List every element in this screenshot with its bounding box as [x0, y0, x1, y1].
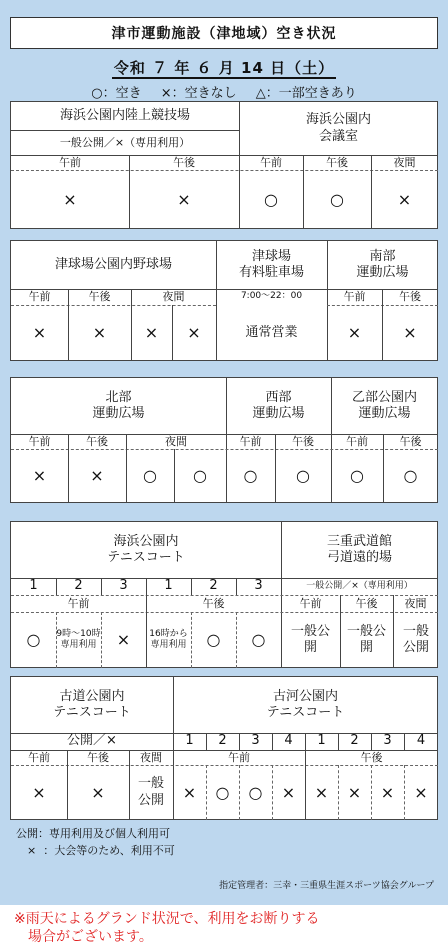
- col-header-pm: 午後: [399, 290, 421, 304]
- court-number: 4: [284, 733, 293, 749]
- status-cell: ○: [350, 466, 364, 485]
- status-cell: ×: [314, 782, 329, 802]
- col-header-pm: 午後: [355, 596, 378, 610]
- status-cell: ×: [92, 323, 107, 342]
- col-header-am: 午前: [28, 290, 51, 304]
- col-header-am: 午前: [260, 155, 282, 169]
- court-number: 3: [254, 578, 263, 594]
- col-header-pm: 午後: [399, 434, 422, 448]
- manager-credit: 指定管理者：三幸・三重県生涯スポーツ協会グループ: [219, 881, 434, 891]
- status-cell: ×: [403, 323, 417, 342]
- facility-name: 津球場 有料駐車場: [238, 248, 304, 280]
- col-header-pm: 午後: [292, 434, 314, 448]
- status-cell: ×: [32, 782, 46, 802]
- col-header-am: 午前: [343, 290, 366, 304]
- court-number: 3: [383, 733, 392, 749]
- facility-note: 一般公開／×（専用利用）: [306, 580, 413, 591]
- court-number: 1: [185, 733, 194, 749]
- col-header-am: 午前: [28, 434, 51, 448]
- page-title: 津市運動施設（津地域）空き状況: [10, 17, 438, 49]
- status-cell: ○: [296, 466, 310, 485]
- rain-warning: ※雨天によるグランド状況で、利用をお断りする 場合がございます。: [14, 911, 320, 945]
- status-cell: ×: [63, 189, 77, 209]
- facility-name: 海浜公園内 会議室: [305, 112, 371, 144]
- facility-note: 公開／×: [67, 733, 117, 749]
- facility-name: 乙部公園内 運動広場: [351, 389, 417, 421]
- court-number: 2: [209, 578, 218, 594]
- status-cell: ○: [248, 782, 263, 802]
- facility-name: 古道公園内 テニスコート: [53, 688, 131, 720]
- col-header-am: 午前: [228, 750, 250, 764]
- col-header-night: 夜間: [404, 596, 427, 610]
- facility-name: 海浜公園内 テニスコート: [107, 533, 185, 565]
- col-header-am: 午前: [59, 155, 81, 169]
- symbol-legend: ○：空き ×：空きなし △：一部空きあり: [91, 86, 357, 101]
- legend-notes: 公開：専用利用及び個人利用可 × ：大会等のため、利用不可: [16, 827, 175, 857]
- court-number: 3: [251, 733, 260, 749]
- col-header-night: 夜間: [162, 290, 185, 304]
- court-number: 1: [29, 578, 38, 594]
- col-header-pm: 午後: [360, 750, 383, 764]
- court-number: 1: [317, 733, 326, 749]
- court-number: 1: [164, 578, 173, 594]
- court-number: 2: [74, 578, 83, 594]
- col-header-am: 午前: [346, 434, 368, 448]
- status-cell: ×: [347, 323, 362, 342]
- status-cell: ×: [91, 782, 105, 802]
- parking-status: 通常営業: [245, 324, 298, 340]
- status-cell: ○: [193, 466, 207, 485]
- status-cell: ×: [187, 323, 201, 342]
- block-baseball-parking: [10, 240, 438, 361]
- status-cell: 一般公開: [402, 623, 429, 655]
- col-header-night: 夜間: [140, 750, 162, 764]
- court-number: 2: [218, 733, 227, 749]
- status-cell: ○: [330, 189, 344, 209]
- facility-name: 三重武道館 弓道遠的場: [326, 533, 392, 565]
- col-header-pm: 午後: [173, 155, 195, 169]
- status-cell: ○: [215, 782, 230, 802]
- status-cell: 一般公開: [137, 776, 164, 808]
- col-header-pm: 午後: [86, 434, 108, 448]
- facility-name: 古河公園内 テニスコート: [266, 688, 345, 720]
- col-header-pm: 午後: [202, 596, 225, 610]
- status-cell: 一般公開: [346, 623, 386, 655]
- status-cell: ○: [251, 630, 266, 649]
- facility-name: 西部 運動広場: [252, 389, 305, 421]
- report-date: 令和 ７ 年 ６ 月 14 日（土）: [113, 59, 335, 77]
- col-header-pm: 午後: [326, 155, 348, 169]
- block-tennis-courts: [10, 676, 438, 820]
- col-header-am: 午前: [239, 434, 262, 448]
- block-tennis-archery: [10, 521, 438, 668]
- status-cell: ×: [32, 323, 47, 342]
- court-number: 4: [416, 733, 426, 749]
- status-cell: ×: [347, 782, 362, 802]
- status-cell: ×: [116, 630, 131, 649]
- facility-name: 津球場公園内野球場: [54, 256, 172, 272]
- status-cell: ○: [264, 189, 278, 209]
- facility-name: 海浜公園内陸上競技場: [59, 107, 190, 123]
- status-cell: ×: [32, 466, 47, 485]
- status-cell: ×: [397, 189, 412, 209]
- col-header-pm: 午後: [87, 750, 109, 764]
- col-header-night: 夜間: [165, 434, 187, 448]
- facility-name: 北部 運動広場: [92, 389, 145, 421]
- col-header-am: 午前: [67, 596, 90, 610]
- status-cell: ○: [143, 466, 157, 485]
- status-cell: ×: [144, 323, 159, 342]
- status-cell: ×: [281, 782, 296, 802]
- status-cell: ○: [26, 630, 41, 649]
- facility-name: 南部 運動広場: [356, 248, 409, 280]
- col-header-pm: 午後: [88, 290, 111, 304]
- status-cell: ○: [243, 466, 258, 485]
- block-athletics-conference: [10, 101, 438, 229]
- col-header-night: 夜間: [393, 155, 416, 169]
- status-cell: ○: [403, 466, 418, 485]
- court-number: 3: [119, 578, 128, 594]
- col-header-am: 午前: [299, 596, 322, 610]
- status-cell-note: 16時から 専用利用: [149, 628, 188, 650]
- court-number: 2: [350, 733, 359, 749]
- parking-hours: 7:00～22：00: [240, 291, 303, 302]
- status-cell: ×: [182, 782, 197, 802]
- status-cell: ×: [414, 782, 428, 802]
- status-cell: 一般公開: [290, 623, 330, 655]
- status-cell-note: 9時～10時 専用利用: [56, 628, 101, 650]
- status-cell: ×: [380, 782, 395, 802]
- facility-note: 一般公開／×（専用利用）: [59, 135, 191, 149]
- status-cell: ×: [177, 189, 191, 209]
- block-sports-grounds: [10, 377, 438, 503]
- status-cell: ○: [206, 630, 221, 649]
- status-cell: ×: [90, 466, 104, 485]
- col-header-am: 午前: [28, 750, 50, 764]
